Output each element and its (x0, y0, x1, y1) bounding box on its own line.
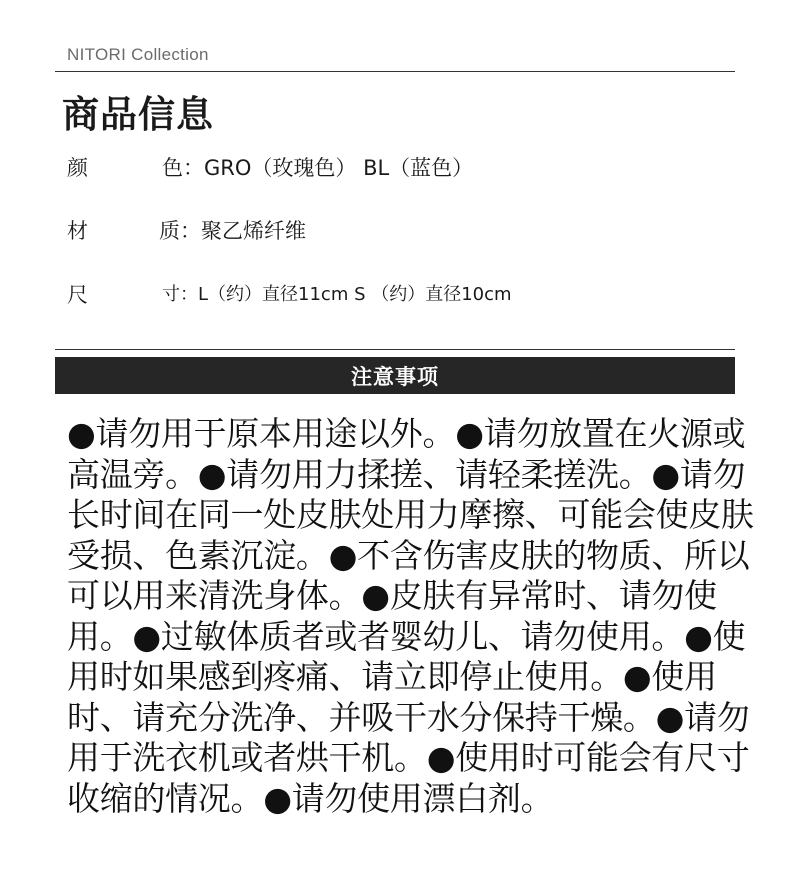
notice-line: 可以用来清洗身体。●皮肤有异常时、请勿使 (67, 576, 717, 615)
notice-line: 高温旁。●请勿用力揉搓、请轻柔搓洗。●请勿 (67, 454, 746, 494)
notice-line: 长时间在同一处皮肤处用力摩擦、可能会使皮肤 (67, 495, 754, 534)
spec-value-color: 色：GRO（玫瑰色） BL（蓝色） (162, 156, 474, 180)
spec-label-size: 尺 (67, 283, 88, 307)
notice-header-bar (55, 357, 735, 394)
notice-line: 收缩的情况。●请勿使用漂白剂。 (67, 778, 554, 818)
page-title: 商品信息 (62, 93, 214, 136)
notice-line: 时、请充分洗净、并吸干水分保持干燥。●请勿 (67, 697, 750, 737)
notice-line: 用时如果感到疼痛、请立即停止使用。●使用 (67, 657, 717, 696)
middle-divider (55, 349, 735, 350)
notice-title: 注意事项 (351, 365, 439, 389)
top-divider (55, 71, 735, 72)
notice-line: 用。●过敏体质者或者婴幼儿、请勿使用。●使 (67, 616, 746, 656)
notice-line: 受损、色素沉淀。●不含伤害皮肤的物质、所以 (67, 535, 750, 575)
notice-line: ●请勿用于原本用途以外。●请勿放置在火源或 (67, 414, 746, 453)
brand-name: NITORI Collection (67, 45, 209, 64)
spec-label-material: 材 (67, 219, 88, 243)
notice-body (67, 414, 754, 819)
notice-line: 用于洗衣机或者烘干机。●使用时可能会有尺寸 (67, 738, 750, 777)
spec-label-color: 颜 (67, 156, 88, 180)
spec-value-material: 质：聚乙烯纤维 (159, 219, 306, 243)
spec-value-size: 寸：L（约）直径11cm S （约）直径10cm (162, 284, 512, 305)
